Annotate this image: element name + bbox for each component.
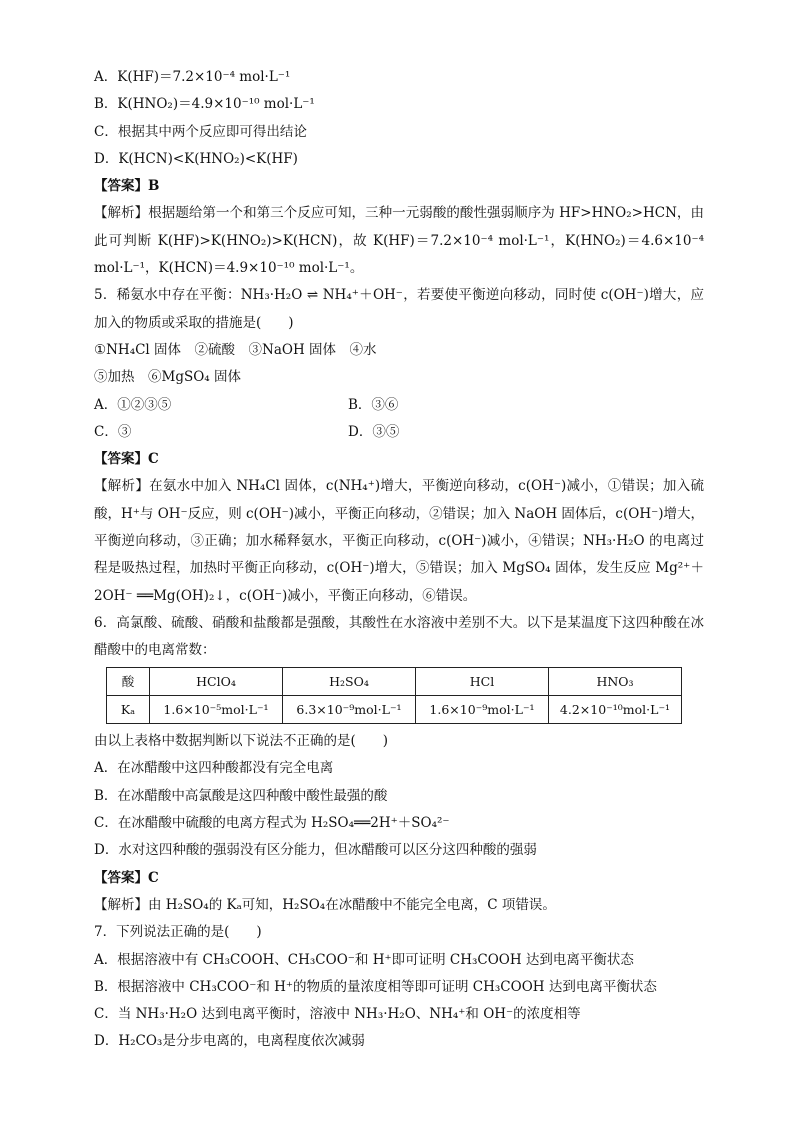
q6-answer: 【答案】C <box>94 869 159 886</box>
table-header-cell: 酸 <box>107 667 150 695</box>
q5-answer: 【答案】C <box>94 451 159 468</box>
table-cell: 6.3×10⁻⁹mol·L⁻¹ <box>283 695 416 723</box>
document-page <box>94 64 704 1056</box>
table-header-cell: HNO₃ <box>549 667 682 695</box>
table-header-cell: HClO₄ <box>150 667 283 695</box>
q5-option-b: B．③⑥ <box>348 396 399 413</box>
table-row <box>107 695 682 723</box>
q4-option-c: C．根据其中两个反应即可得出结论 <box>94 123 307 140</box>
q5-stem: 5．稀氨水中存在平衡：NH₃·H₂O ⇌ NH₄⁺＋OH⁻，若要使平衡逆向移动，同时使 c(OH⁻)增大，应加入的物质或采取的措施是( ) <box>94 287 704 331</box>
q6-explanation: 【解析】由 H₂SO₄的 Kₐ可知，H₂SO₄在冰醋酸中不能完全电离，C 项错误。 <box>94 896 556 913</box>
q7-option-c: C．当 NH₃·H₂O 达到电离平衡时，溶液中 NH₃·H₂O、NH₄⁺和 OH⁻的浓度相等 <box>94 1006 581 1023</box>
q7-option-a: A．根据溶液中有 CH₃COOH、CH₃COO⁻和 H⁺即可证明 CH₃COOH 达到电离平衡状态 <box>94 951 634 968</box>
table-cell: 1.6×10⁻⁹mol·L⁻¹ <box>416 695 549 723</box>
q6-option-c: C．在冰醋酸中硫酸的电离方程式为 H₂SO₄══2H⁺＋SO₄²⁻ <box>94 815 450 832</box>
q5-choices-1: ①NH₄Cl 固体 ②硫酸 ③NaOH 固体 ④水 <box>94 341 377 358</box>
table-cell: 4.2×10⁻¹⁰mol·L⁻¹ <box>549 695 682 723</box>
q4-option-b: B．K(HNO₂)＝4.9×10⁻¹⁰ mol·L⁻¹ <box>94 96 315 113</box>
q7-option-d: D．H₂CO₃是分步电离的，电离程度依次减弱 <box>94 1033 365 1050</box>
q5-option-a: A．①②③⑤ <box>94 396 172 413</box>
q6-option-b: B．在冰醋酸中高氯酸是这四种酸中酸性最强的酸 <box>94 787 388 804</box>
q6-stem: 6．高氯酸、硫酸、硝酸和盐酸都是强酸，其酸性在水溶液中差别不大。以下是某温度下这四种酸在冰醋酸中的电离常数： <box>94 614 704 659</box>
table-header-cell: HCl <box>416 667 549 695</box>
table-cell: 1.6×10⁻⁵mol·L⁻¹ <box>150 695 283 723</box>
q5-option-c: C．③ <box>94 423 132 440</box>
q6-option-a: A．在冰醋酸中这四种酸都没有完全电离 <box>94 760 334 777</box>
acid-constant-table <box>106 667 682 725</box>
q5-options-row-2 <box>94 419 704 446</box>
q5-options-row-1 <box>94 392 704 419</box>
q4-explanation: 【解析】根据题给第一个和第三个反应可知，三种一元弱酸的酸性强弱顺序为 HF>HNO₂>HCN，由此可判断 K(HF)>K(HNO₂)>K(HCN)，故 K(HF)＝7.2×10⁻⁴ mol·L⁻¹，K(HNO₂)＝4.6×10⁻⁴ mol·L⁻¹，K(HCN)＝4.9×10⁻¹⁰ mol·L⁻¹。 <box>94 205 704 277</box>
q4-option-a: A．K(HF)＝7.2×10⁻⁴ mol·L⁻¹ <box>94 69 291 85</box>
q5-choices-2: ⑤加热 ⑥MgSO₄ 固体 <box>94 369 241 386</box>
table-header-cell: H₂SO₄ <box>283 667 416 695</box>
q6-question: 由以上表格中数据判断以下说法不正确的是( ) <box>94 733 389 750</box>
q7-stem: 7．下列说法正确的是( ) <box>94 924 262 941</box>
q5-option-d: D．③⑤ <box>348 423 400 440</box>
q6-option-d: D．水对这四种酸的强弱没有区分能力，但冰醋酸可以区分这四种酸的强弱 <box>94 842 537 859</box>
q4-option-d: D．K(HCN)<K(HNO₂)<K(HF) <box>94 150 298 167</box>
q4-answer: 【答案】B <box>94 178 160 195</box>
q7-option-b: B．根据溶液中 CH₃COO⁻和 H⁺的物质的量浓度相等即可证明 CH₃COOH 达到电离平衡状态 <box>94 978 657 995</box>
table-cell: Kₐ <box>107 695 150 723</box>
q5-explanation: 【解析】在氨水中加入 NH₄Cl 固体，c(NH₄⁺)增大，平衡逆向移动，c(OH⁻)减小，①错误；加入硫酸，H⁺与 OH⁻反应，则 c(OH⁻)减小，平衡正向移动，②错误；加入 NaOH 固体后，c(OH⁻)增大，平衡逆向移动，③正确；加水稀释氨水，平衡正向移动，c(OH⁻)减小，④错误；NH₃·H₂O 的电离过程是吸热过程，加热时平衡正向移动，c(OH⁻)增大，⑤错误；加入 MgSO₄ 固体，发生反应 Mg²⁺＋2OH⁻ ══Mg(OH)₂↓，c(OH⁻)减小，平衡正向移动，⑥错误。 <box>94 478 704 604</box>
table-header-row <box>107 667 682 695</box>
